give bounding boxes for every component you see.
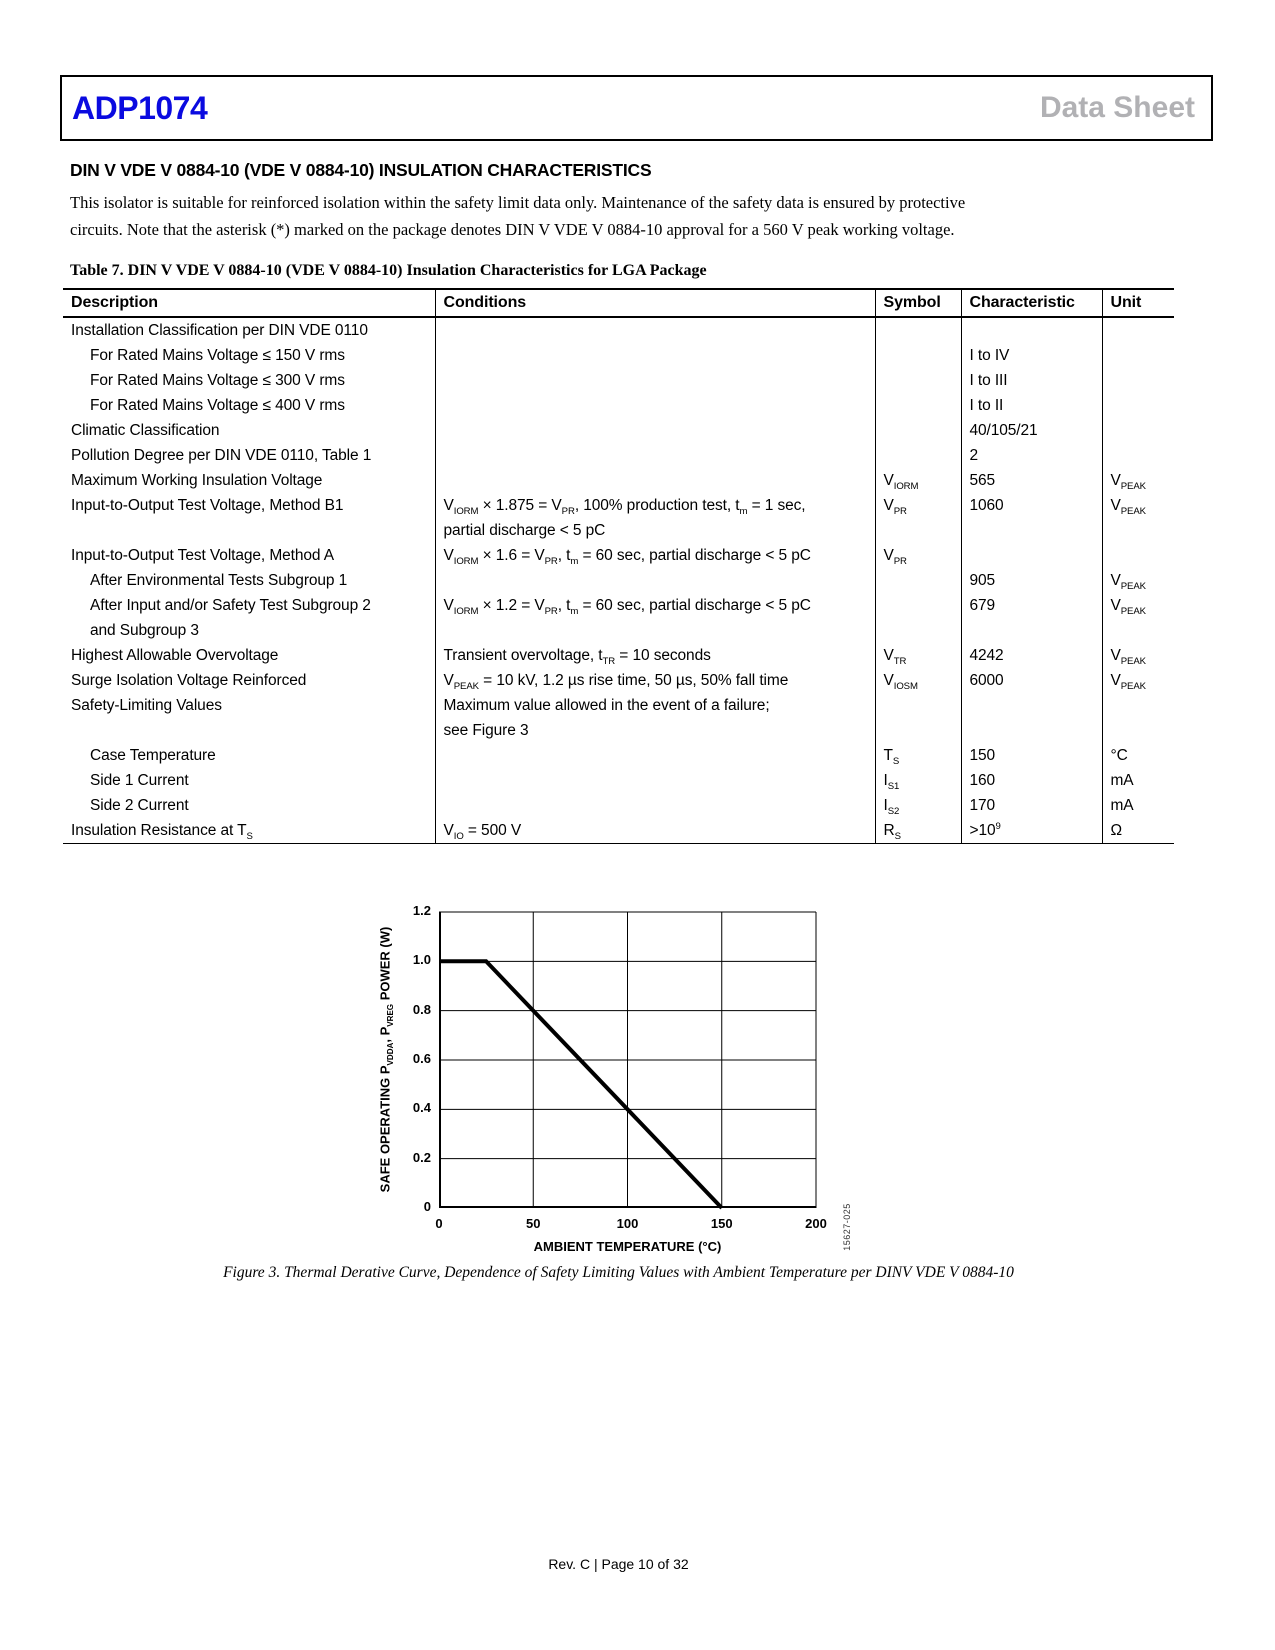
cell-sym: $V_{PR}$: [875, 543, 961, 568]
table-row: [63, 818, 1174, 844]
cell-desc: Insulation Resistance at $T_S$: [71, 822, 253, 843]
cell-char: 4242: [961, 643, 1102, 668]
cell-desc: Maximum Working Insulation Voltage: [71, 472, 323, 489]
cell-desc: Highest Allowable Overvoltage: [71, 647, 279, 664]
table-row: [63, 793, 1174, 818]
cell-unit: [1102, 693, 1174, 743]
x-tick-label: 200: [805, 1216, 827, 1231]
table-row: [63, 593, 1174, 643]
cell-sym: [875, 443, 961, 468]
table-row: [63, 693, 1174, 743]
cell-cond: [435, 418, 875, 443]
cell-desc: Surge Isolation Voltage Reinforced: [71, 672, 307, 689]
cell-cond: [435, 793, 875, 818]
derating-chart-svg: [439, 912, 816, 1208]
cell-desc: Pollution Degree per DIN VDE 0110, Table 1: [71, 447, 372, 464]
table-header-row: [63, 289, 1174, 317]
col-header-conditions: Conditions: [435, 289, 875, 317]
cell-desc: After Input and/or Safety Test Subgroup 2 and Subgroup 3: [90, 597, 371, 639]
table-row: [63, 443, 1174, 468]
table-row: [63, 418, 1174, 443]
table-row: [63, 393, 1174, 418]
table-row: [63, 468, 1174, 493]
cell-cond: $V_{IORM} \times 1.2 = V_{PR}$, $t_m = 60$ sec, partial discharge < 5 pC: [435, 593, 875, 643]
page-footer: Rev. C | Page 10 of 32: [548, 1556, 689, 1572]
table-row: [63, 343, 1174, 368]
cell-unit: [1102, 317, 1174, 343]
y-tick-label: 0.2: [412, 1149, 431, 1165]
col-header-characteristic: Characteristic: [961, 289, 1102, 317]
cell-char: [961, 543, 1102, 568]
cell-sym: $I_{S2}$: [875, 793, 961, 818]
cell-sym: $R_S$: [875, 818, 961, 844]
cell-char: I to II: [961, 393, 1102, 418]
section-heading: DIN V VDE V 0884-10 (VDE V 0884-10) INSULATION CHARACTERISTICS: [70, 160, 652, 180]
cell-desc: Climatic Classification: [71, 422, 220, 439]
cell-char: 679: [961, 593, 1102, 643]
cell-desc: For Rated Mains Voltage ≤ 400 V rms: [90, 397, 345, 414]
cell-cond: [435, 568, 875, 593]
cell-sym: $V_{TR}$: [875, 643, 961, 668]
cell-cond: [435, 768, 875, 793]
cell-unit: [1102, 543, 1174, 568]
cell-char: 565: [961, 468, 1102, 493]
cell-cond: $V_{IORM} \times 1.875 = V_{PR}$, 100% production test, $t_m = 1$ sec, partial discharge < 5 pC: [435, 493, 875, 543]
table-body: [63, 317, 1174, 844]
cell-cond: [435, 368, 875, 393]
x-tick-label: 50: [526, 1216, 541, 1231]
part-number: ADP1074: [72, 89, 208, 126]
cell-cond: [435, 468, 875, 493]
y-tick-label: 0.6: [412, 1051, 431, 1066]
cell-char: I to III: [961, 368, 1102, 393]
page-header: [60, 75, 1213, 141]
table-row: [63, 668, 1174, 693]
cell-sym: [875, 693, 961, 743]
cell-char: 160: [961, 768, 1102, 793]
cell-char: 905: [961, 568, 1102, 593]
table-row: [63, 493, 1174, 543]
cell-sym: [875, 343, 961, 368]
cell-cond: [435, 443, 875, 468]
cell-unit: $V_{PEAK}$: [1102, 568, 1174, 593]
cell-char: 2: [961, 443, 1102, 468]
col-header-unit: Unit: [1102, 289, 1174, 317]
cell-unit: Ω: [1102, 818, 1174, 844]
cell-char: 150: [961, 743, 1102, 768]
cell-unit: [1102, 368, 1174, 393]
cell-char: 6000: [961, 668, 1102, 693]
cell-sym: $V_{IOSM}$: [875, 668, 961, 693]
y-tick-label: 0.8: [412, 1001, 431, 1017]
cell-sym: [875, 393, 961, 418]
cell-cond: $V_{IO} = 500$ V: [435, 818, 875, 844]
table-row: [63, 568, 1174, 593]
doc-type-label: Data Sheet: [1039, 91, 1195, 124]
cell-cond: [435, 743, 875, 768]
derating-curve: [439, 961, 722, 1208]
cell-char: 1060: [961, 493, 1102, 543]
col-header-description: Description: [71, 294, 158, 311]
cell-cond: [435, 393, 875, 418]
intro-paragraph: This isolator is suitable for reinforced isolation within the safety limit data only. Maintenance of the safety data is ensured by protective circuits. Note that the asterisk (*) marked on the package denotes DIN V VDE V 0884-10 approval for a 560 V peak working voltage.: [70, 193, 966, 239]
cell-desc: Input-to-Output Test Voltage, Method B1: [71, 497, 344, 514]
cell-unit: $V_{PEAK}$: [1102, 593, 1174, 643]
cell-sym: [875, 593, 961, 643]
table-row: [63, 543, 1174, 568]
y-tick-label: 0.4: [412, 1100, 431, 1116]
thermal-derating-chart: [377, 903, 852, 1254]
cell-unit: [1102, 418, 1174, 443]
y-tick-label: 1.2: [412, 903, 431, 918]
cell-sym: $V_{PR}$: [875, 493, 961, 543]
cell-char: I to IV: [961, 343, 1102, 368]
col-header-symbol: Symbol: [875, 289, 961, 317]
cell-cond: Maximum value allowed in the event of a failure; see Figure 3: [435, 693, 875, 743]
cell-cond: $V_{IORM} \times 1.6 = V_{PR}$, $t_m = 60$ sec, partial discharge < 5 pC: [435, 543, 875, 568]
cell-char: [961, 693, 1102, 743]
cell-desc: For Rated Mains Voltage ≤ 300 V rms: [90, 372, 345, 389]
cell-desc: After Environmental Tests Subgroup 1: [90, 572, 348, 589]
cell-char: 40/105/21: [961, 418, 1102, 443]
cell-desc: Side 2 Current: [90, 797, 189, 814]
cell-desc: For Rated Mains Voltage ≤ 150 V rms: [90, 347, 345, 364]
cell-sym: [875, 368, 961, 393]
x-tick-label: 100: [616, 1216, 639, 1231]
table-row: [63, 368, 1174, 393]
x-axis-title: AMBIENT TEMPERATURE (°C): [533, 1239, 722, 1254]
cell-cond: $V_{PEAK} = 10$ kV, 1.2 µs rise time, 50 µs, 50% fall time: [435, 668, 875, 693]
y-tick-label: 0: [423, 1199, 431, 1214]
cell-cond: [435, 317, 875, 343]
y-tick-label: 1.0: [412, 952, 431, 968]
cell-desc: Safety-Limiting Values: [71, 697, 222, 714]
table-row: [63, 768, 1174, 793]
cell-char: 170: [961, 793, 1102, 818]
cell-unit: $V_{PEAK}$: [1102, 493, 1174, 543]
cell-cond: [435, 343, 875, 368]
cell-sym: $T_S$: [875, 743, 961, 768]
cell-char: [961, 317, 1102, 343]
x-tick-label: 0: [435, 1216, 443, 1231]
cell-unit: mA: [1102, 768, 1174, 793]
figure-code: 15627-025: [842, 1203, 852, 1251]
cell-sym: [875, 317, 961, 343]
x-tick-label: 150: [710, 1216, 733, 1231]
cell-desc: Case Temperature: [90, 747, 216, 764]
cell-unit: mA: [1102, 793, 1174, 818]
cell-sym: [875, 568, 961, 593]
table-row: [63, 317, 1174, 343]
cell-unit: $V_{PEAK}$: [1102, 468, 1174, 493]
cell-sym: [875, 418, 961, 443]
insulation-characteristics-table: [63, 288, 1174, 844]
cell-cond: Transient overvoltage, $t_{TR} = 10$ seconds: [435, 643, 875, 668]
cell-unit: $V_{PEAK}$: [1102, 668, 1174, 693]
cell-unit: [1102, 393, 1174, 418]
cell-sym: $I_{S1}$: [875, 768, 961, 793]
cell-desc: Input-to-Output Test Voltage, Method A: [71, 547, 335, 564]
table-row: [63, 643, 1174, 668]
cell-unit: [1102, 443, 1174, 468]
cell-unit: $V_{PEAK}$: [1102, 643, 1174, 668]
cell-sym: $V_{IORM}$: [875, 468, 961, 493]
figure-caption: Figure 3. Thermal Derative Curve, Dependence of Safety Limiting Values with Ambient Temperature per DINV VDE V 0884-10: [223, 1264, 1014, 1281]
table-row: [63, 743, 1174, 768]
cell-unit: [1102, 343, 1174, 368]
y-axis-title: SAFE OPERATING $P_{VDDA}$, $P_{VREG}$ POWER (W): [377, 926, 396, 1193]
table-title: Table 7. DIN V VDE V 0884-10 (VDE V 0884-10) Insulation Characteristics for LGA Package: [70, 262, 707, 279]
cell-char: $>10^9$: [961, 818, 1102, 844]
cell-desc: Side 1 Current: [90, 772, 189, 789]
cell-desc: Installation Classification per DIN VDE 0110: [71, 322, 368, 339]
cell-unit: °C: [1102, 743, 1174, 768]
